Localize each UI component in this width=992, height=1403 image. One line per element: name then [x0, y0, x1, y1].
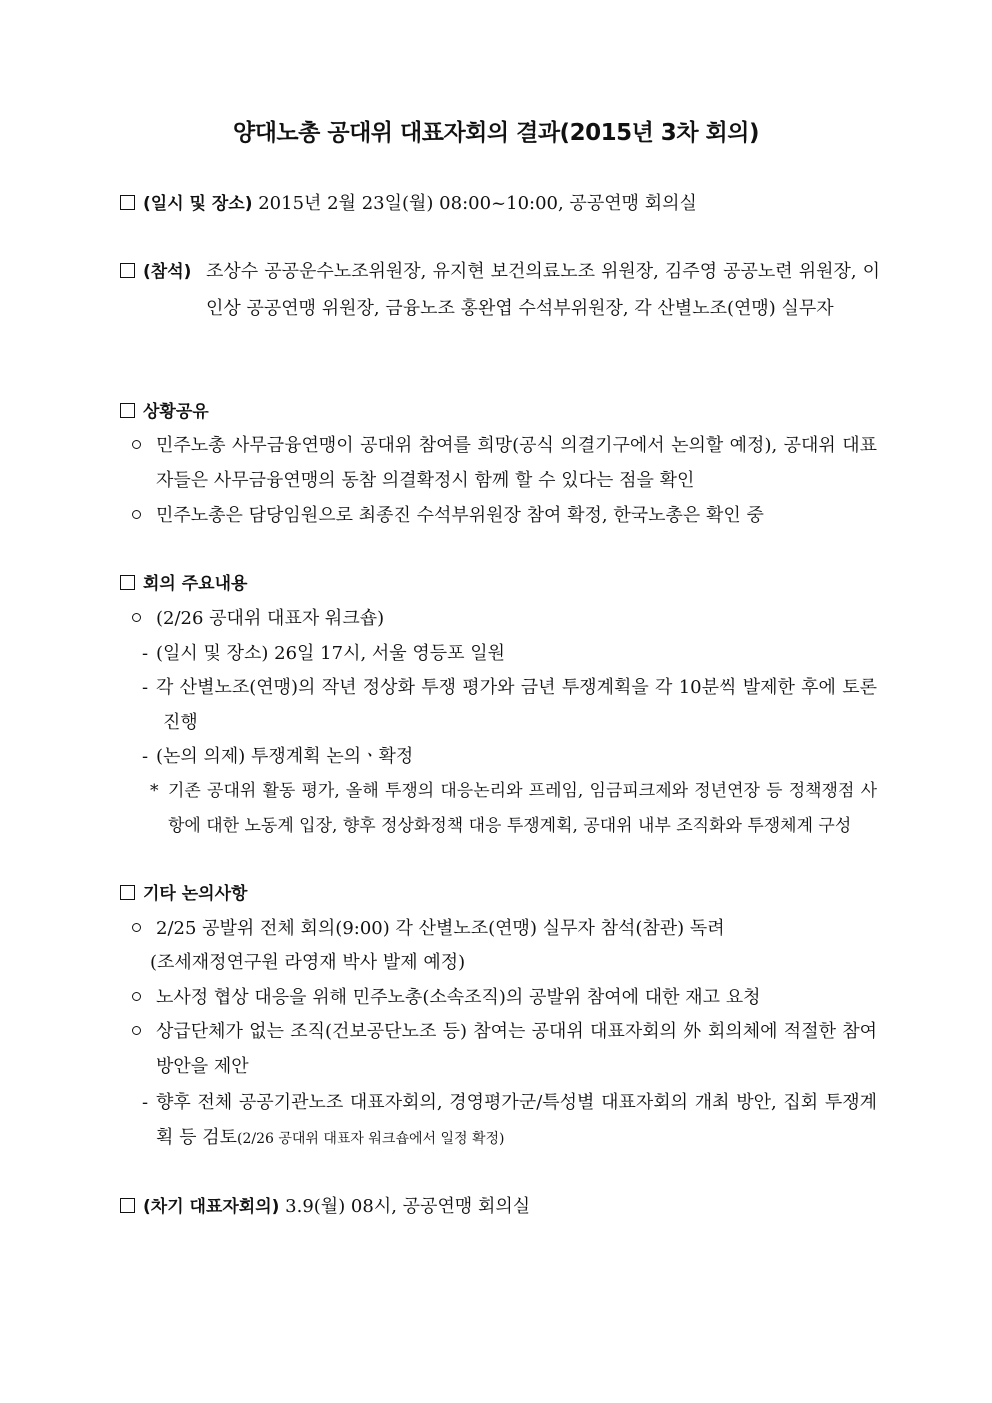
- status-heading: [120, 393, 209, 431]
- status-item-text: 민주노총은 담당임원으로 최종진 수석부위원장 참여 확정, 한국노총은 확인 중: [156, 505, 764, 526]
- checkbox-square-icon: [120, 575, 135, 590]
- circle-bullet-icon: [132, 510, 141, 519]
- checkbox-square-icon: [120, 263, 135, 278]
- other-item-text: 2/25 공발위 전체 회의(9:00) 각 산별노조(연맹) 실무자 참석(참관) 독려: [156, 918, 725, 939]
- circle-bullet-icon: [132, 923, 141, 932]
- other-heading: [120, 875, 247, 913]
- other-item-continuation: (조세재정연구원 라영재 박사 발제 예정): [150, 952, 466, 973]
- status-item: [132, 498, 877, 533]
- attendance-label: (참석): [143, 262, 192, 282]
- schedule-section: [120, 185, 697, 223]
- status-heading-text: 상황공유: [143, 402, 209, 422]
- other-dash-item: - 향후 전체 공공기관노조 대표자회의, 경영평가군/특성별 대표자회의 개최 방안, 집회 투쟁계획 등 검토(2/26 공대위 대표자 워크숍에서 일정 확정): [142, 1092, 877, 1148]
- attendance-section: [120, 253, 880, 327]
- main-item: [132, 601, 877, 636]
- schedule-text: 2015년 2월 23일(월) 08:00~10:00, 공공연맹 회의실: [258, 193, 697, 214]
- main-dash-item: - (일시 및 장소) 26일 17시, 서울 영등포 일원: [142, 636, 877, 671]
- main-note: * 기존 공대위 활동 평가, 올해 투쟁의 대응논리와 프레임, 임금피크제와 정년연장 등 정책쟁점 사항에 대한 노동계 입장, 향후 정상화정책 대응 투쟁계획, 공대위 내부 조직화와 투쟁체계 구성: [150, 774, 877, 844]
- main-dash-text: (일시 및 장소) 26일 17시, 서울 영등포 일원: [156, 643, 506, 664]
- other-item-text: 상급단체가 없는 조직(건보공단노조 등) 참여는 공대위 대표자회의 外 회의체에 적절한 참여방안을 제안: [156, 1021, 877, 1077]
- checkbox-square-icon: [120, 195, 135, 210]
- circle-bullet-icon: [132, 440, 141, 449]
- other-item: [132, 1014, 877, 1084]
- checkbox-square-icon: [120, 885, 135, 900]
- main-note-text: 기존 공대위 활동 평가, 올해 투쟁의 대응논리와 프레임, 임금피크제와 정년연장 등 정책쟁점 사항에 대한 노동계 입장, 향후 정상화정책 대응 투쟁계획, 공대위 내부 조직화와 투쟁체계 구성: [168, 781, 877, 836]
- status-item-text: 민주노총 사무금융연맹이 공대위 참여를 희망(공식 의결기구에서 논의할 예정), 공대위 대표자들은 사무금융연맹의 동참 의결확정시 함께 할 수 있다는 점을 확인: [156, 435, 877, 491]
- next-meeting-section: [120, 1188, 530, 1226]
- main-heading: [120, 565, 247, 603]
- circle-bullet-icon: [132, 992, 141, 1001]
- next-meeting-text: 3.9(월) 08시, 공공연맹 회의실: [285, 1196, 531, 1217]
- main-heading-text: 회의 주요내용: [143, 574, 248, 594]
- checkbox-square-icon: [120, 403, 135, 418]
- status-item: [132, 428, 877, 498]
- checkbox-square-icon: [120, 1198, 135, 1213]
- main-dash-item: - 각 산별노조(연맹)의 작년 정상화 투쟁 평가와 금년 투쟁계획을 각 10분씩 발제한 후에 토론 진행: [142, 670, 877, 740]
- circle-bullet-icon: [132, 613, 141, 622]
- main-dash-item: - (논의 의제) 투쟁계획 논의ㆍ확정: [142, 739, 877, 774]
- next-meeting-label: (차기 대표자회의): [143, 1197, 280, 1217]
- other-dash-text: 향후 전체 공공기관노조 대표자회의, 경영평가군/특성별 대표자회의 개최 방안, 집회 투쟁계획 등 검토: [156, 1092, 877, 1148]
- main-dash-text: (논의 의제) 투쟁계획 논의ㆍ확정: [156, 746, 414, 767]
- schedule-label: (일시 및 장소): [143, 194, 253, 214]
- attendance-text: 조상수 공공운수노조위원장, 유지현 보건의료노조 위원장, 김주영 공공노련 위원장, 이인상 공공연맹 위원장, 금융노조 홍완엽 수석부위원장, 각 산별노조(연맹) 실무자: [206, 261, 880, 319]
- document-title: 양대노총 공대위 대표자회의 결과(2015년 3차 회의): [232, 120, 759, 146]
- other-item-text: 노사정 협상 대응을 위해 민주노총(소속조직)의 공발위 참여에 대한 재고 요청: [156, 987, 761, 1008]
- main-item-text: (2/26 공대위 대표자 워크숍): [156, 608, 385, 629]
- other-dash-small-text: (2/26 공대위 대표자 워크숍에서 일정 확정): [237, 1131, 505, 1147]
- circle-bullet-icon: [132, 1026, 141, 1035]
- other-heading-text: 기타 논의사항: [143, 884, 248, 904]
- main-dash-text: 각 산별노조(연맹)의 작년 정상화 투쟁 평가와 금년 투쟁계획을 각 10분씩 발제한 후에 토론 진행: [156, 677, 877, 733]
- other-item: [132, 980, 877, 1015]
- other-item: [132, 911, 877, 946]
